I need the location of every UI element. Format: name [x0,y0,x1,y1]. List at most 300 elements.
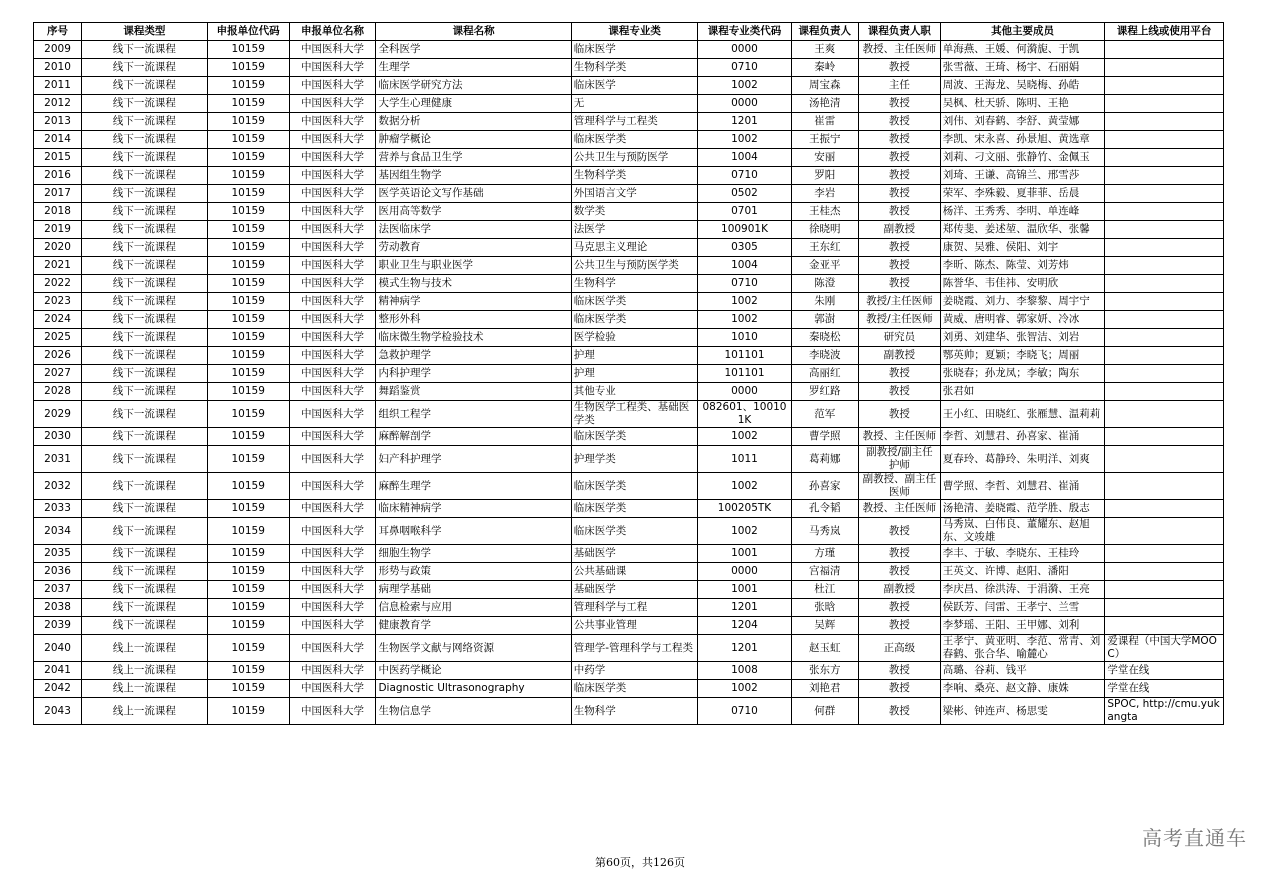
cell-platform [1105,617,1224,635]
cell-major-code: 1004 [698,257,791,275]
cell-leader-title: 教授 [858,167,940,185]
cell-unit-name: 中国医科大学 [289,167,376,185]
cell-members: 周波、王海龙、吴晓梅、孙皓 [940,77,1105,95]
cell-major-class: 公共事业管理 [571,617,698,635]
cell-unit-name: 中国医科大学 [289,329,376,347]
cell-leader: 李岩 [791,185,858,203]
cell-course-type: 线上一流课程 [82,635,208,662]
cell-leader-title: 教授 [858,545,940,563]
cell-unit-code: 10159 [207,131,289,149]
cell-leader-title: 教授 [858,59,940,77]
cell-major-class: 临床医学类 [571,293,698,311]
cell-members: 单海燕、王媛、何漪旎、于凯 [940,41,1105,59]
cell-platform [1105,329,1224,347]
cell-unit-code: 10159 [207,149,289,167]
header-leader: 课程负责人 [791,23,858,41]
table-row [34,311,1224,329]
table-row [34,500,1224,518]
cell-leader: 宫福清 [791,563,858,581]
cell-members: 张晓春；孙龙凤；李敏；陶东 [940,365,1105,383]
cell-members: 刘勇、刘建华、张智洁、刘岩 [940,329,1105,347]
cell-major-class: 生物科学 [571,275,698,293]
cell-platform [1105,293,1224,311]
cell-leader: 张晗 [791,599,858,617]
cell-leader-title: 副教授 [858,347,940,365]
cell-unit-code: 10159 [207,329,289,347]
cell-unit-name: 中国医科大学 [289,617,376,635]
cell-major-class: 公共卫生与预防医学类 [571,257,698,275]
cell-major-code: 0710 [698,59,791,77]
cell-course-name: 麻醉生理学 [376,473,571,500]
cell-major-class: 临床医学类 [571,500,698,518]
cell-course-name: 健康教育学 [376,617,571,635]
cell-major-code: 0710 [698,698,791,725]
cell-seq: 2022 [34,275,82,293]
cell-members: 李丰、于敏、李晓东、王桂玲 [940,545,1105,563]
cell-leader-title: 教授 [858,383,940,401]
cell-unit-name: 中国医科大学 [289,698,376,725]
cell-seq: 2036 [34,563,82,581]
cell-leader-title: 教授、主任医师 [858,41,940,59]
cell-platform [1105,203,1224,221]
cell-major-code: 1008 [698,662,791,680]
cell-seq: 2013 [34,113,82,131]
cell-seq: 2040 [34,635,82,662]
cell-course-name: 基因组生物学 [376,167,571,185]
cell-members: 杨洋、王秀秀、李明、单连峰 [940,203,1105,221]
cell-leader: 王桂杰 [791,203,858,221]
cell-seq: 2039 [34,617,82,635]
cell-course-name: 形势与政策 [376,563,571,581]
cell-leader-title: 教授 [858,680,940,698]
cell-major-class: 其他专业 [571,383,698,401]
cell-course-name: 内科护理学 [376,365,571,383]
cell-leader-title: 教授 [858,95,940,113]
cell-seq: 2038 [34,599,82,617]
cell-major-code: 1204 [698,617,791,635]
cell-leader-title: 副教授 [858,221,940,239]
cell-major-class: 外国语言文学 [571,185,698,203]
cell-members: 郑传斐、姜述堃、温欣华、张馨 [940,221,1105,239]
cell-unit-name: 中国医科大学 [289,401,376,428]
cell-seq: 2011 [34,77,82,95]
cell-platform [1105,446,1224,473]
cell-major-class: 马克思主义理论 [571,239,698,257]
cell-unit-name: 中国医科大学 [289,221,376,239]
cell-major-code: 082601、100101K [698,401,791,428]
cell-course-type: 线下一流课程 [82,221,208,239]
cell-platform [1105,545,1224,563]
cell-leader: 罗红路 [791,383,858,401]
cell-leader-title: 教授 [858,185,940,203]
cell-seq: 2014 [34,131,82,149]
cell-unit-code: 10159 [207,77,289,95]
cell-major-class: 基础医学 [571,581,698,599]
cell-seq: 2030 [34,428,82,446]
cell-unit-code: 10159 [207,428,289,446]
cell-unit-code: 10159 [207,203,289,221]
cell-members: 曹学照、李哲、刘慧君、崔涌 [940,473,1105,500]
cell-major-code: 0502 [698,185,791,203]
cell-major-class: 法医学 [571,221,698,239]
cell-major-class: 临床医学 [571,41,698,59]
cell-leader: 王爽 [791,41,858,59]
cell-leader: 吴辉 [791,617,858,635]
cell-unit-name: 中国医科大学 [289,149,376,167]
cell-unit-name: 中国医科大学 [289,257,376,275]
cell-unit-code: 10159 [207,95,289,113]
header-major-class: 课程专业类 [571,23,698,41]
cell-seq: 2041 [34,662,82,680]
header-course-name: 课程名称 [376,23,571,41]
cell-course-name: 病理学基础 [376,581,571,599]
cell-leader: 赵玉虹 [791,635,858,662]
cell-unit-code: 10159 [207,41,289,59]
cell-platform: 爱课程（中国大学MOOC） [1105,635,1224,662]
cell-seq: 2024 [34,311,82,329]
cell-leader: 马秀岚 [791,518,858,545]
cell-unit-code: 10159 [207,680,289,698]
cell-members: 李凯、宋永喜、孙景旭、黄选章 [940,131,1105,149]
cell-unit-name: 中国医科大学 [289,365,376,383]
cell-unit-code: 10159 [207,185,289,203]
cell-leader: 高丽红 [791,365,858,383]
cell-course-name: 临床医学研究方法 [376,77,571,95]
header-unit-name: 申报单位名称 [289,23,376,41]
table-row [34,239,1224,257]
cell-leader-title: 教授 [858,698,940,725]
cell-seq: 2031 [34,446,82,473]
cell-course-type: 线下一流课程 [82,446,208,473]
cell-course-type: 线下一流课程 [82,59,208,77]
cell-leader: 张东方 [791,662,858,680]
cell-seq: 2015 [34,149,82,167]
table-body [34,41,1224,725]
table-row [34,113,1224,131]
cell-seq: 2032 [34,473,82,500]
cell-course-type: 线下一流课程 [82,383,208,401]
cell-major-code: 100901K [698,221,791,239]
cell-unit-code: 10159 [207,221,289,239]
cell-unit-code: 10159 [207,401,289,428]
cell-course-name: 生物医学文献与网络资源 [376,635,571,662]
cell-course-name: 法医临床学 [376,221,571,239]
cell-platform [1105,599,1224,617]
table-header [34,23,1224,41]
cell-course-name: Diagnostic Ultrasonography [376,680,571,698]
cell-course-type: 线下一流课程 [82,365,208,383]
cell-major-code: 0710 [698,167,791,185]
cell-platform [1105,167,1224,185]
cell-unit-name: 中国医科大学 [289,680,376,698]
cell-major-code: 0000 [698,563,791,581]
cell-members: 李昕、陈杰、陈莹、刘芳炜 [940,257,1105,275]
cell-seq: 2027 [34,365,82,383]
cell-course-type: 线下一流课程 [82,77,208,95]
cell-seq: 2023 [34,293,82,311]
cell-platform [1105,518,1224,545]
cell-members: 刘莉、刁文丽、张静竹、金佩玉 [940,149,1105,167]
header-leader-title: 课程负责人职 [858,23,940,41]
cell-leader-title: 主任 [858,77,940,95]
table-row [34,401,1224,428]
header-unit-code: 申报单位代码 [207,23,289,41]
table-row [34,365,1224,383]
cell-major-class: 护理 [571,347,698,365]
cell-course-type: 线下一流课程 [82,41,208,59]
cell-leader: 朱刚 [791,293,858,311]
table-row [34,581,1224,599]
cell-unit-code: 10159 [207,500,289,518]
cell-course-type: 线下一流课程 [82,149,208,167]
cell-course-name: 生理学 [376,59,571,77]
table-row [34,41,1224,59]
cell-course-type: 线下一流课程 [82,329,208,347]
cell-seq: 2018 [34,203,82,221]
cell-major-class: 医学检验 [571,329,698,347]
cell-course-name: 模式生物与技术 [376,275,571,293]
header-platform: 课程上线或使用平台 [1105,23,1224,41]
cell-major-class: 护理 [571,365,698,383]
cell-members: 刘伟、刘春鹤、李舒、黄莹娜 [940,113,1105,131]
cell-major-class: 临床医学类 [571,680,698,698]
cell-major-code: 1002 [698,131,791,149]
cell-members: 李响、桑亮、赵文静、康姝 [940,680,1105,698]
cell-platform [1105,473,1224,500]
cell-unit-name: 中国医科大学 [289,446,376,473]
cell-course-type: 线下一流课程 [82,257,208,275]
cell-unit-code: 10159 [207,311,289,329]
cell-leader: 孔令韬 [791,500,858,518]
cell-course-type: 线上一流课程 [82,680,208,698]
cell-unit-code: 10159 [207,167,289,185]
cell-major-class: 临床医学类 [571,131,698,149]
cell-major-class: 生物医学工程类、基础医学类 [571,401,698,428]
cell-course-type: 线下一流课程 [82,545,208,563]
cell-major-class: 生物科学 [571,698,698,725]
cell-unit-code: 10159 [207,617,289,635]
cell-leader-title: 研究员 [858,329,940,347]
cell-platform [1105,257,1224,275]
cell-unit-name: 中国医科大学 [289,635,376,662]
cell-course-type: 线下一流课程 [82,131,208,149]
cell-members: 梁彬、钟连声、杨思雯 [940,698,1105,725]
cell-seq: 2009 [34,41,82,59]
cell-course-name: 数据分析 [376,113,571,131]
cell-members: 吴枫、杜天骄、陈明、王艳 [940,95,1105,113]
cell-unit-name: 中国医科大学 [289,563,376,581]
cell-unit-name: 中国医科大学 [289,347,376,365]
cell-platform [1105,113,1224,131]
cell-major-class: 管理科学与工程 [571,599,698,617]
cell-course-name: 大学生心理健康 [376,95,571,113]
cell-course-name: 组织工程学 [376,401,571,428]
cell-major-class: 数学类 [571,203,698,221]
cell-platform [1105,275,1224,293]
cell-course-type: 线下一流课程 [82,275,208,293]
table-row [34,329,1224,347]
cell-major-code: 1002 [698,473,791,500]
cell-leader: 安丽 [791,149,858,167]
cell-course-type: 线下一流课程 [82,500,208,518]
cell-course-type: 线下一流课程 [82,581,208,599]
cell-leader-title: 教授、主任医师 [858,428,940,446]
table-row [34,635,1224,662]
table-row [34,563,1224,581]
cell-unit-name: 中国医科大学 [289,293,376,311]
cell-platform [1105,95,1224,113]
cell-unit-code: 10159 [207,581,289,599]
cell-seq: 2034 [34,518,82,545]
cell-leader: 秦晓松 [791,329,858,347]
cell-major-code: 101101 [698,365,791,383]
cell-course-type: 线下一流课程 [82,563,208,581]
cell-leader-title: 教授 [858,365,940,383]
cell-leader: 罗阳 [791,167,858,185]
table-row [34,599,1224,617]
cell-major-code: 1001 [698,581,791,599]
cell-major-code: 1201 [698,599,791,617]
table-row [34,221,1224,239]
cell-unit-code: 10159 [207,275,289,293]
cell-platform: 学堂在线 [1105,662,1224,680]
cell-members: 夏春玲、葛静玲、朱明洋、刘爽 [940,446,1105,473]
cell-platform [1105,365,1224,383]
cell-unit-name: 中国医科大学 [289,131,376,149]
cell-leader-title: 教授 [858,113,940,131]
cell-major-class: 临床医学类 [571,473,698,500]
cell-unit-name: 中国医科大学 [289,383,376,401]
cell-course-name: 妇产科护理学 [376,446,571,473]
cell-major-code: 0710 [698,275,791,293]
cell-leader-title: 教授 [858,275,940,293]
cell-leader-title: 教授 [858,599,940,617]
cell-platform [1105,131,1224,149]
header-major-code: 课程专业类代码 [698,23,791,41]
cell-course-type: 线下一流课程 [82,518,208,545]
table-row [34,149,1224,167]
cell-unit-name: 中国医科大学 [289,311,376,329]
cell-course-type: 线下一流课程 [82,185,208,203]
cell-members: 高璐、谷莉、钱平 [940,662,1105,680]
cell-members: 李庆昌、徐洪涛、于涓漪、王亮 [940,581,1105,599]
cell-major-class: 无 [571,95,698,113]
cell-leader: 徐晓明 [791,221,858,239]
cell-course-name: 临床精神病学 [376,500,571,518]
cell-unit-code: 10159 [207,599,289,617]
cell-members: 姜晓霞、刘力、李黎黎、周宇宁 [940,293,1105,311]
table-row [34,698,1224,725]
cell-course-type: 线下一流课程 [82,617,208,635]
cell-unit-name: 中国医科大学 [289,275,376,293]
cell-members: 康贺、吴雅、侯阳、刘宇 [940,239,1105,257]
cell-members: 汤艳清、姜晓霞、范学胜、殷志 [940,500,1105,518]
cell-seq: 2020 [34,239,82,257]
cell-course-name: 营养与食品卫生学 [376,149,571,167]
cell-unit-name: 中国医科大学 [289,185,376,203]
table-row [34,662,1224,680]
cell-seq: 2028 [34,383,82,401]
cell-seq: 2021 [34,257,82,275]
cell-leader-title: 教授 [858,518,940,545]
cell-unit-code: 10159 [207,383,289,401]
course-table [33,22,1224,725]
table-row [34,617,1224,635]
cell-leader: 方瑾 [791,545,858,563]
cell-major-code: 1010 [698,329,791,347]
cell-members: 李哲、刘慧君、孙喜家、崔涌 [940,428,1105,446]
cell-unit-code: 10159 [207,257,289,275]
cell-major-code: 0701 [698,203,791,221]
cell-leader: 陈澄 [791,275,858,293]
cell-unit-name: 中国医科大学 [289,599,376,617]
cell-unit-name: 中国医科大学 [289,77,376,95]
cell-leader: 周宝森 [791,77,858,95]
cell-unit-code: 10159 [207,545,289,563]
cell-leader: 金亚平 [791,257,858,275]
cell-major-code: 0305 [698,239,791,257]
cell-seq: 2037 [34,581,82,599]
cell-leader-title: 副教授 [858,581,940,599]
table-row [34,77,1224,95]
cell-platform [1105,311,1224,329]
cell-platform [1105,77,1224,95]
cell-platform [1105,59,1224,77]
cell-platform [1105,347,1224,365]
cell-major-code: 0000 [698,95,791,113]
cell-leader: 郭澍 [791,311,858,329]
cell-leader: 范军 [791,401,858,428]
cell-course-name: 劳动教育 [376,239,571,257]
cell-seq: 2010 [34,59,82,77]
cell-course-name: 医学英语论文写作基础 [376,185,571,203]
cell-leader: 王东红 [791,239,858,257]
cell-course-type: 线下一流课程 [82,95,208,113]
cell-platform [1105,581,1224,599]
table-row [34,293,1224,311]
cell-leader-title: 教授/主任医师 [858,293,940,311]
cell-leader-title: 教授 [858,401,940,428]
cell-leader: 汤艳清 [791,95,858,113]
cell-major-code: 1002 [698,680,791,698]
cell-unit-code: 10159 [207,518,289,545]
cell-leader-title: 教授 [858,257,940,275]
table-row [34,473,1224,500]
cell-course-name: 医用高等数学 [376,203,571,221]
cell-leader: 何群 [791,698,858,725]
table-row [34,428,1224,446]
cell-major-code: 1011 [698,446,791,473]
cell-course-type: 线下一流课程 [82,473,208,500]
cell-leader-title: 教授 [858,239,940,257]
cell-leader: 李晓波 [791,347,858,365]
cell-platform [1105,185,1224,203]
cell-course-name: 整形外科 [376,311,571,329]
cell-platform [1105,41,1224,59]
cell-major-code: 1002 [698,428,791,446]
cell-major-class: 生物科学类 [571,167,698,185]
table-row [34,257,1224,275]
cell-leader-title: 教授 [858,149,940,167]
cell-major-code: 1201 [698,113,791,131]
cell-members: 张君如 [940,383,1105,401]
cell-course-name: 信息检索与应用 [376,599,571,617]
cell-seq: 2042 [34,680,82,698]
cell-course-type: 线下一流课程 [82,167,208,185]
table-row [34,95,1224,113]
cell-leader-title: 副教授/副主任护师 [858,446,940,473]
cell-course-name: 中医药学概论 [376,662,571,680]
